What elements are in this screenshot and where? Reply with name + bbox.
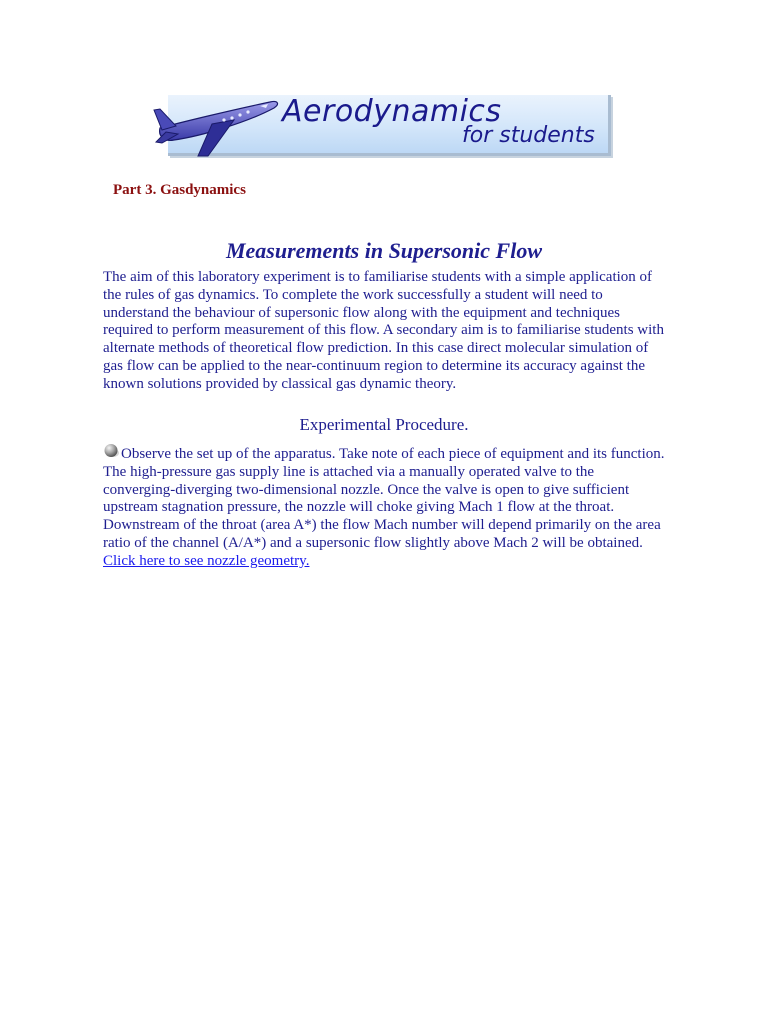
site-banner	[152, 92, 614, 160]
banner-title: Aerodynamics	[282, 94, 502, 129]
banner-subtitle: for students	[462, 123, 595, 148]
part-heading: Part 3. Gasdynamics	[113, 182, 246, 198]
nozzle-geometry-link[interactable]: Click here to see nozzle geometry.	[103, 552, 310, 569]
page-title: Measurements in Supersonic Flow	[225, 238, 542, 263]
procedure-text: Observe the set up of the apparatus. Take note of each piece of equipment and its function. The high-pressure gas supply line is attached via a manually operated valve to the converging-diverging two-dimensional nozzle. Once the valve is open to give sufficient upstream stagnation pressure, the nozzle will choke giving Mach 1 flow at the throat. Downstream of the throat (area A*) the flow Mach number will depend primarily on the area ratio of the channel (A/A*) and a supersonic flow slightly above Mach 2 will be obtained.	[103, 446, 665, 551]
section-heading: Experimental Procedure.	[299, 415, 469, 434]
airplane-logo	[152, 92, 292, 160]
grey-ball-bullet-icon	[103, 443, 120, 459]
procedure-paragraph	[103, 443, 669, 571]
intro-paragraph: The aim of this laboratory experiment is to familiarise students with a simple application of the rules of gas dynamics. To complete the work successfully a student will need to understand the behaviour of supersonic flow along with the equipment and techniques required to perform measurement of this flow. A secondary aim is to familiarise students with alternate methods of theoretical flow prediction. In this case direct molecular simulation of gas flow can be applied to the near-continuum region to determine its accuracy against the known solutions provided by classical gas dynamic theory.	[103, 269, 664, 392]
